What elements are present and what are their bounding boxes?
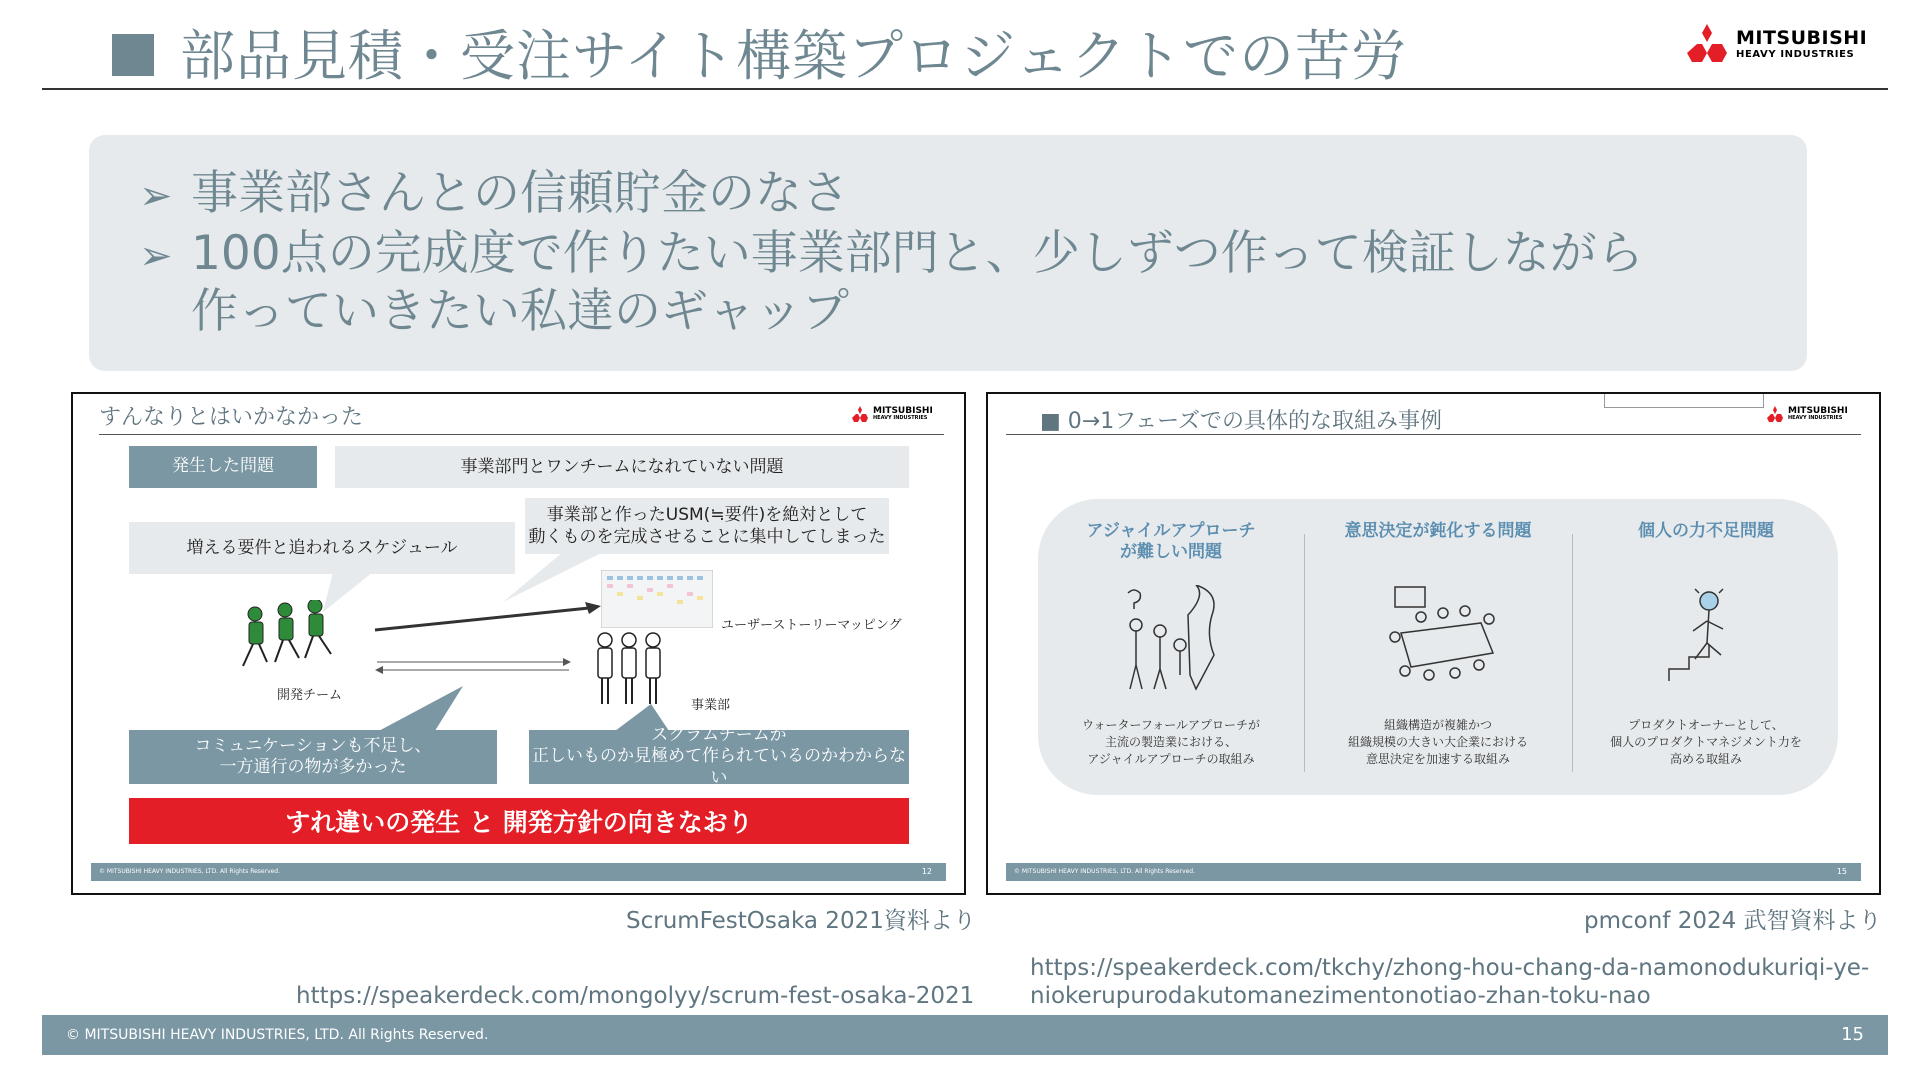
initiative-column-decision: [1305, 499, 1571, 795]
person-climbing-stairs-icon: [1665, 585, 1755, 685]
bullet-text-2-cont: 作っていきたい私達のギャップ: [191, 284, 849, 339]
slide-title: ■ 0→1フェーズでの具体的な取組み事例: [1040, 409, 1443, 434]
three-diamonds-logo-icon: [851, 406, 869, 422]
slide-title-rule: [1006, 434, 1861, 435]
bubble-usm-line1: 事業部と作ったUSM(≒要件)を絶対として: [546, 504, 868, 525]
slide-footer: [91, 863, 946, 881]
slide-title-rule: [99, 434, 944, 435]
arrow-right-icon: [373, 600, 603, 636]
slide-logo: [851, 406, 933, 422]
bullet-item-1: [139, 165, 849, 225]
initiative-desc-line1: 組織構造が複雑かつ: [1383, 718, 1492, 732]
initiative-column-agile: [1038, 499, 1304, 795]
url-pmconf-line2[interactable]: niokerupurodakutomanezimentonotiao-zhan-toku-nao: [1030, 983, 1651, 1009]
initiative-heading: [1305, 521, 1571, 542]
initiative-description: [1305, 717, 1571, 767]
slide-footer-text: © MITSUBISHI HEAVY INDUSTRIES, LTD. All Rights Reserved.: [99, 868, 281, 875]
bubble-scrum-line2: 正しいものか見極めて作られているのかわからない: [532, 746, 906, 788]
business-people-icon: [591, 630, 671, 710]
bubble-communication-line2: 一方通行の物が多かった: [219, 757, 407, 777]
overlay-note-box: [1604, 392, 1764, 408]
initiative-desc-line2: 主流の製造業における、: [1104, 734, 1237, 749]
problem-text: 事業部門とワンチームになれていない問題: [335, 446, 909, 488]
bubble-tail-icon: [503, 552, 603, 602]
initiative-desc-line3: 意思決定を加速する取組み: [1365, 751, 1510, 766]
url-pmconf-line1[interactable]: https://speakerdeck.com/tkchy/zhong-hou-chang-da-namonodukuriqi-ye-: [1030, 955, 1870, 981]
initiative-heading-line2: が難しい問題: [1120, 542, 1222, 563]
bubble-tail-icon: [333, 686, 463, 734]
bubble-requirements: 増える要件と追われるスケジュール: [129, 522, 515, 574]
caption-scrumfest: ScrumFestOsaka 2021資料より: [626, 908, 976, 934]
logo-text-line1: MITSUBISHI: [1736, 26, 1868, 49]
three-diamonds-logo-icon: [1686, 24, 1728, 64]
initiative-heading-line1: 意思決定が鈍化する問題: [1344, 521, 1532, 541]
initiative-desc-line2: 組織規模の大きい大企業における: [1347, 734, 1528, 749]
initiative-heading: [1038, 521, 1304, 564]
slide-logo-line2: HEAVY INDUSTRIES: [873, 415, 928, 421]
initiative-desc-line1: プロダクトオーナーとして、: [1628, 718, 1784, 732]
problem-label: 発生した問題: [129, 446, 317, 488]
red-banner: すれ違いの発生 と 開発方針の向きなおり: [129, 798, 909, 844]
slide-footer: [1006, 863, 1861, 881]
bullet-text-1: 事業部さんとの信頼貯金のなさ: [191, 166, 849, 221]
bullet-item-2: [139, 225, 1644, 285]
dev-team-label: 開発チーム: [277, 688, 343, 703]
business-dept-label: 事業部: [691, 698, 731, 713]
page-footer: [42, 1015, 1888, 1055]
slide-logo-line1: MITSUBISHI: [873, 406, 933, 416]
meeting-table-icon: [1381, 583, 1501, 683]
logo-text-line2: HEAVY INDUSTRIES: [1736, 48, 1855, 60]
title-square-icon: [112, 34, 154, 76]
company-logo: [1686, 24, 1867, 64]
url-pmconf-link[interactable]: [1030, 954, 1869, 1010]
arrow-bullet-icon: ➢: [139, 233, 173, 279]
bullet-text-2: 100点の完成度で作りたい事業部門と、少しずつ作って検証しながら: [191, 226, 1644, 281]
confused-people-icon: [1116, 585, 1226, 695]
bubble-usm: [525, 498, 889, 554]
usm-label: ユーザーストーリーマッピング: [721, 618, 902, 633]
slide-logo-line1: MITSUBISHI: [1788, 406, 1848, 416]
initiative-heading-line1: 個人の力不足問題: [1638, 521, 1774, 541]
slide-page-number: 12: [921, 867, 932, 876]
dev-team-runners-icon: [235, 600, 345, 680]
embedded-slide-pmconf: [986, 392, 1881, 895]
slide-logo-line2: HEAVY INDUSTRIES: [1788, 415, 1843, 421]
page-title: 部品見積・受注サイト構築プロジェクトでの苦労: [180, 24, 1408, 88]
initiative-description: [1038, 717, 1304, 767]
initiative-desc-line3: アジャイルアプローチの取組み: [1087, 751, 1255, 766]
three-diamonds-logo-icon: [1766, 406, 1784, 422]
footer-page-number: 15: [1841, 1024, 1864, 1045]
bubble-communication: [129, 730, 497, 784]
initiative-column-individual: [1573, 499, 1839, 795]
title-divider: [42, 88, 1888, 90]
initiative-desc-line2: 個人のプロダクトマネジメント力を: [1610, 734, 1802, 749]
bubble-usm-line2: 動くものを完成させることに集中してしまった: [528, 527, 886, 547]
usm-thumbnail-icon: [601, 570, 713, 628]
slide-title: すんなりとはいかなかった: [99, 405, 364, 430]
double-arrow-icon: [373, 656, 573, 676]
bubble-scrum-team: [529, 725, 909, 788]
embedded-slide-scrumfest: [71, 392, 966, 895]
initiative-desc-line3: 高める取組み: [1669, 751, 1742, 766]
initiative-heading: [1573, 521, 1839, 542]
initiative-heading-line1: アジャイルアプローチ: [1086, 521, 1256, 541]
arrow-bullet-icon: ➢: [139, 173, 173, 219]
slide-logo: [1766, 406, 1848, 422]
footer-copyright: © MITSUBISHI HEAVY INDUSTRIES, LTD. All Rights Reserved.: [66, 1027, 489, 1043]
slide-footer-text: © MITSUBISHI HEAVY INDUSTRIES, LTD. All Rights Reserved.: [1014, 868, 1196, 875]
bubble-scrum-line1: スクラムチームが: [651, 725, 787, 746]
url-scrumfest-link[interactable]: https://speakerdeck.com/mongolyy/scrum-fest-osaka-2021: [296, 983, 975, 1009]
initiative-description: [1573, 717, 1839, 767]
key-points-box: [89, 135, 1807, 371]
slide-page-number: 15: [1836, 867, 1847, 876]
bubble-communication-line1: コミュニケーションも不足し、: [194, 735, 432, 756]
caption-pmconf: pmconf 2024 武智資料より: [1584, 908, 1882, 934]
initiatives-panel: [1038, 499, 1838, 795]
initiative-desc-line1: ウォーターフォールアプローチが: [1081, 718, 1261, 732]
